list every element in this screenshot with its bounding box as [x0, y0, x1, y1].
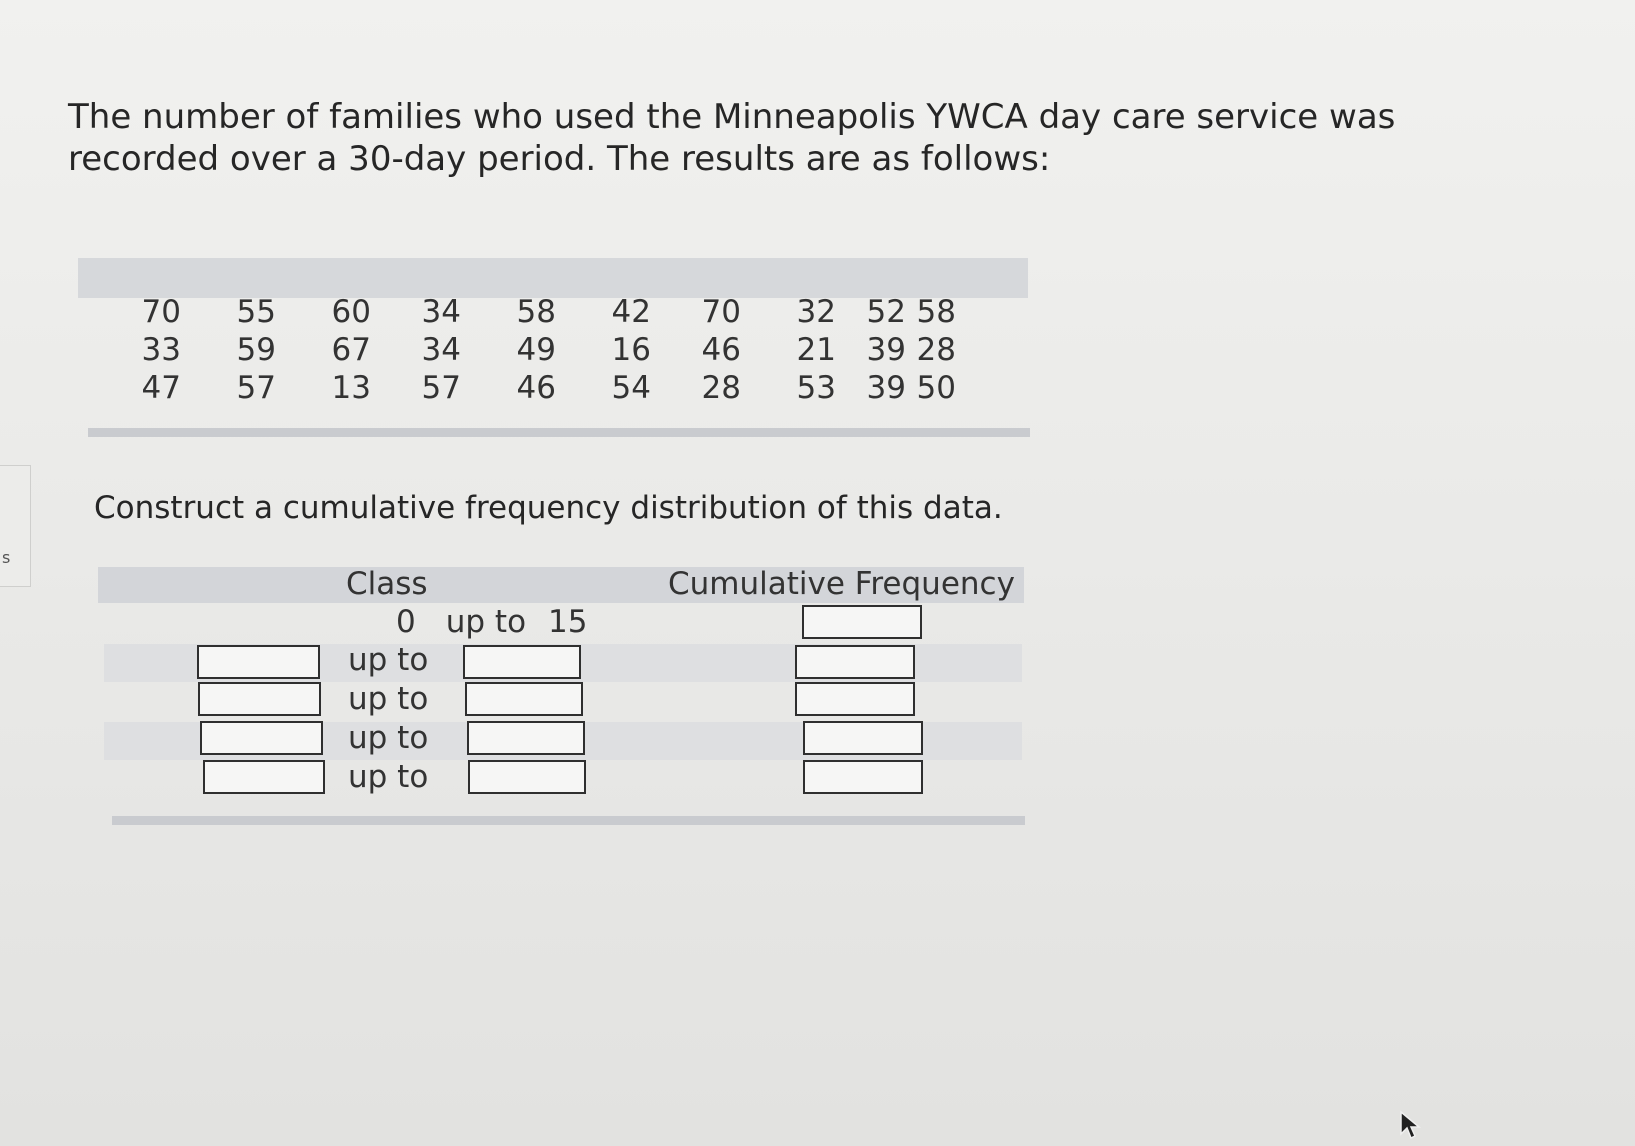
side-panel-tab[interactable]: [0, 465, 31, 587]
side-panel-tab-glyph: s: [2, 548, 11, 567]
instruction-text: Construct a cumulative frequency distribution of this data.: [94, 490, 1003, 526]
data-cell: 57: [236, 370, 276, 406]
data-cell: 50: [916, 370, 956, 406]
data-table: [125, 293, 1025, 407]
data-cell: 28: [916, 332, 956, 368]
data-cell: 49: [516, 332, 556, 368]
data-cell: 58: [916, 294, 956, 330]
data-cell: 60: [331, 294, 371, 330]
data-cell: 47: [141, 370, 181, 406]
data-cell: 46: [516, 370, 556, 406]
data-cell: 21: [796, 332, 836, 368]
mouse-cursor-icon: [1398, 1110, 1424, 1140]
class-upper-first: 15: [548, 604, 588, 640]
data-cell: 52: [866, 294, 906, 330]
cumulative-frequency-input-2[interactable]: [795, 645, 915, 679]
data-cell: 70: [701, 294, 741, 330]
data-cell: 55: [236, 294, 276, 330]
data-cell: 39: [866, 370, 906, 406]
cumulative-frequency-input-1[interactable]: [802, 605, 922, 639]
data-cell: 58: [516, 294, 556, 330]
class-upper-input-3[interactable]: [465, 682, 583, 716]
cumulative-frequency-input-5[interactable]: [803, 760, 923, 794]
data-cell: 70: [141, 294, 181, 330]
class-upper-input-2[interactable]: [463, 645, 581, 679]
class-connector-first: up to: [445, 604, 527, 640]
data-cell: 53: [796, 370, 836, 406]
data-table-header: [78, 258, 1028, 298]
class-connector-5: up to: [348, 759, 429, 795]
data-cell: 46: [701, 332, 741, 368]
data-cell: 59: [236, 332, 276, 368]
data-cell: 34: [421, 332, 461, 368]
class-lower-input-5[interactable]: [203, 760, 325, 794]
class-connector-2: up to: [348, 642, 429, 678]
data-table-bottom-rule: [88, 428, 1030, 437]
class-row-first: [396, 604, 588, 640]
data-cell: 42: [611, 294, 651, 330]
class-upper-input-5[interactable]: [468, 760, 586, 794]
data-cell: 54: [611, 370, 651, 406]
cumulative-frequency-input-4[interactable]: [803, 721, 923, 755]
cumulative-frequency-input-3[interactable]: [795, 682, 915, 716]
data-cell: 28: [701, 370, 741, 406]
data-cell: 39: [866, 332, 906, 368]
data-cell: 57: [421, 370, 461, 406]
class-lower-input-3[interactable]: [198, 682, 321, 716]
class-lower-input-2[interactable]: [197, 645, 320, 679]
class-lower-first: 0: [396, 604, 416, 640]
class-connector-3: up to: [348, 681, 429, 717]
data-cell: 67: [331, 332, 371, 368]
class-connector-4: up to: [348, 720, 429, 756]
freq-table-bottom-rule: [112, 816, 1025, 825]
data-cell: 13: [331, 370, 371, 406]
class-lower-input-4[interactable]: [200, 721, 323, 755]
question-text: The number of families who used the Minneapolis YWCA day care service was recorded over a 30-day period. The results are as follows:: [68, 97, 1396, 179]
data-cell: 34: [421, 294, 461, 330]
data-cell: 16: [611, 332, 651, 368]
data-cell: 33: [141, 332, 181, 368]
cumulative-frequency-column-header: Cumulative Frequency: [668, 566, 1015, 602]
data-cell: 32: [796, 294, 836, 330]
class-column-header: Class: [346, 566, 428, 602]
class-upper-input-4[interactable]: [467, 721, 585, 755]
